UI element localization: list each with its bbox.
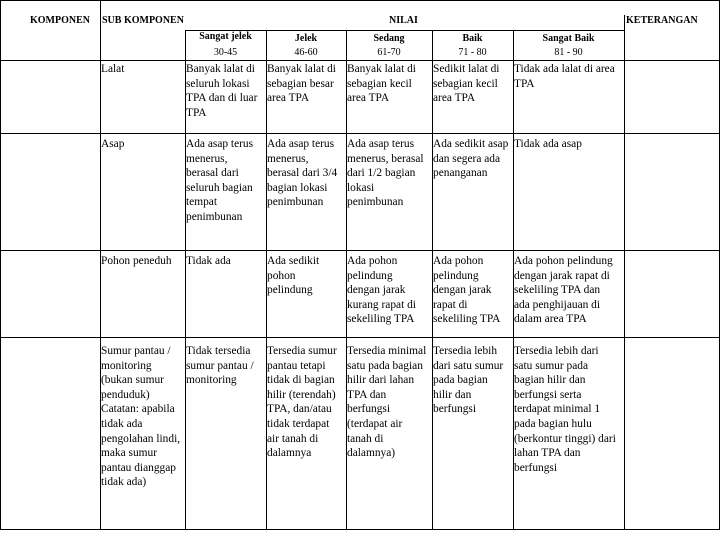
grade-range: 61-70 xyxy=(377,47,401,58)
table-cell: Ada pohon pelindung dengan jarak kurang rapat di sekeliling TPA xyxy=(347,255,416,326)
row-sub-komponen: Pohon peneduh xyxy=(101,255,172,267)
grade-label: Sangat jelek xyxy=(199,31,252,42)
row-sub-komponen: Sumur pantau / monitoring (bukan sumur penduduk) Catatan: apabila tidak ada pengolahan lindi, maka sumur pantau dianggap tidak ada) xyxy=(101,345,181,489)
header-keterangan: KETERANGAN xyxy=(626,15,698,26)
table-cell: Tidak ada lalat di area TPA xyxy=(514,63,615,90)
header-komponen: KOMPONEN xyxy=(30,15,90,26)
grade-range: 71 - 80 xyxy=(458,47,487,58)
table-cell: Ada asap terus menerus, berasal dari 3/4 bagian lokasi penimbunan xyxy=(267,138,338,209)
table-cell: Tersedia lebih dari satu sumur pada bagian hilir dan berfungsi serta terdapat minimal 1 pada bagian hulu (berkontur tinggi) dari lahan TPA dan berfungsi xyxy=(514,345,616,474)
table-cell: Ada pohon pelindung dengan jarak rapat di sekeliling TPA xyxy=(433,255,501,326)
table-cell: Banyak lalat di seluruh lokasi TPA dan di luar TPA xyxy=(186,63,258,119)
row-divider xyxy=(0,337,720,338)
table-cell: Tersedia lebih dari satu sumur pada bagian hilir dan berfungsi xyxy=(433,345,504,416)
grade-label: Baik xyxy=(462,33,483,44)
col-divider xyxy=(0,0,1,530)
table-cell: Tidak tersedia sumur pantau / monitoring xyxy=(186,345,254,387)
table-cell: Banyak lalat di sebagian kecil area TPA xyxy=(347,63,416,105)
row-divider xyxy=(0,0,720,1)
table-cell: Sedikit lalat di sebagian kecil area TPA xyxy=(433,63,500,105)
table-cell: Banyak lalat di sebagian besar area TPA xyxy=(267,63,336,105)
row-sub-komponen: Lalat xyxy=(101,63,125,75)
row-divider xyxy=(0,133,720,134)
grade-label: Sedang xyxy=(373,33,405,44)
grade-label: Jelek xyxy=(294,33,318,44)
table-cell: Tidak ada xyxy=(186,255,231,267)
grade-range: 81 - 90 xyxy=(554,47,583,58)
table-cell: Ada sedikit asap dan segera ada penanganan xyxy=(433,138,509,180)
table-cell: Ada asap terus menerus, berasal dari seluruh bagian tempat penimbunan xyxy=(186,138,254,223)
header-nilai: NILAI xyxy=(389,15,418,26)
table-cell: Ada pohon pelindung dengan jarak rapat di sekeliling TPA dan ada penghijauan di dalam area TPA xyxy=(514,255,613,326)
row-divider xyxy=(0,529,720,530)
grade-range: 30-45 xyxy=(213,47,238,58)
row-divider xyxy=(0,250,720,251)
table-cell: Ada asap terus menerus, berasal dari 1/2 bagian lokasi penimbunan xyxy=(347,138,424,209)
grade-range: 46-60 xyxy=(294,47,318,58)
col-divider xyxy=(624,15,625,530)
row-divider xyxy=(0,60,720,61)
table-cell: Tidak ada asap xyxy=(514,138,582,150)
table-cell: Tersedia sumur pantau tetapi tidak di bagian hilir (terendah) TPA, dan/atau tidak terdapat air tanah di dalamnya xyxy=(267,345,337,460)
row-sub-komponen: Asap xyxy=(101,138,125,150)
table-cell: Ada sedikit pohon pelindung xyxy=(267,255,320,297)
grade-label: Sangat Baik xyxy=(542,33,595,44)
table-cell: Tersedia minimal satu pada bagian hilir dari lahan TPA dan berfungsi (terdapat air tanah di dalamnya) xyxy=(347,345,427,460)
header-sub-komponen: SUB KOMPONEN xyxy=(102,15,184,26)
